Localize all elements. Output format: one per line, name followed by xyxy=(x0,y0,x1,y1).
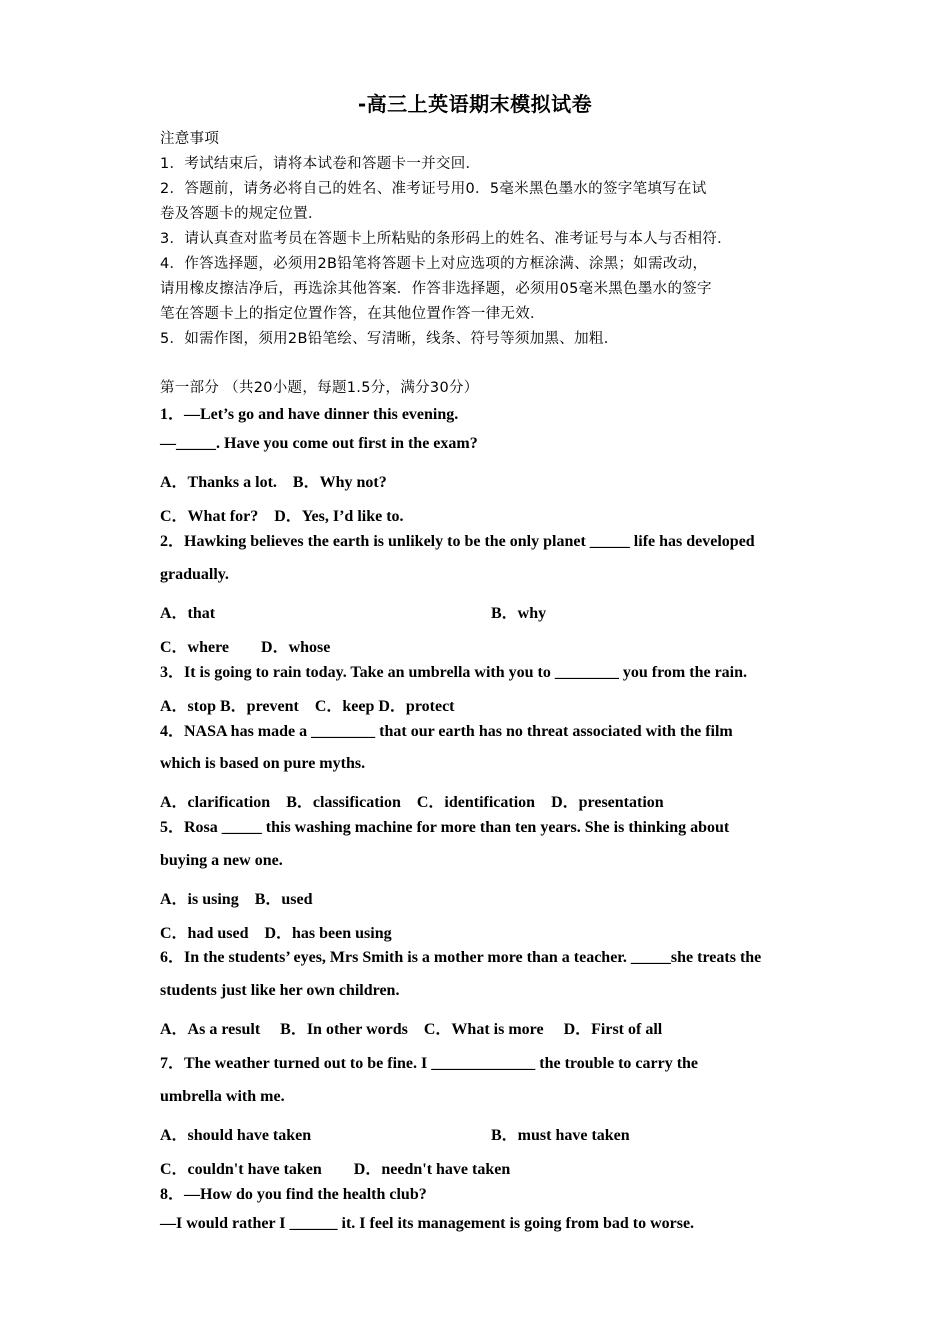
question-1-options-cd: C．What for? D．Yes, I’d like to. xyxy=(160,508,404,525)
question-7-option-a: A．should have taken xyxy=(160,1127,312,1144)
notice-item: 5．如需作图，须用2B铅笔绘、写清晰，线条、符号等须加黑、加粗． xyxy=(160,331,619,347)
notice-item: 3．请认真查对监考员在答题卡上所粘贴的条形码上的姓名、准考证号与本人与否相符． xyxy=(160,231,732,247)
question-5-options-ab: A．is using B．used xyxy=(160,891,313,908)
page-title: -高三上英语期末模拟试卷 xyxy=(357,92,593,116)
question-7-option-b: B．must have taken xyxy=(491,1127,630,1144)
question-4-stem: 4．NASA has made a ________ that our earth has no threat associated with the film xyxy=(160,723,733,740)
notice-item: 卷及答题卡的规定位置． xyxy=(160,206,323,222)
notice-item: 请用橡皮擦洁净后，再选涂其他答案．作答非选择题，必须用05毫米黑色墨水的签字 xyxy=(160,281,712,297)
question-6-stem: 6．In the students’ eyes, Mrs Smith is a mother more than a teacher. _____she treats the xyxy=(160,949,762,966)
question-5-stem: 5．Rosa _____ this washing machine for more than ten years. She is thinking about xyxy=(160,819,730,836)
question-6-options: A．As a result B．In other words C．What is more D．First of all xyxy=(160,1021,663,1038)
question-5-options-cd: C．had used D．has been using xyxy=(160,925,392,942)
question-6-stem-cont: students just like her own children. xyxy=(160,982,400,999)
question-4-stem-cont: which is based on pure myths. xyxy=(160,755,366,772)
question-1-stem-cont: —_____. Have you come out first in the exam? xyxy=(160,435,478,452)
question-5-stem-cont: buying a new one. xyxy=(160,852,283,869)
question-4-options: A．clarification B．classification C．identification D．presentation xyxy=(160,794,664,811)
question-7-options-cd: C．couldn't have taken D．needn't have taken xyxy=(160,1161,511,1178)
question-2-options-cd: C．where D．whose xyxy=(160,639,331,656)
question-3-options: A．stop B．prevent C．keep D．protect xyxy=(160,698,455,715)
question-3-stem: 3．It is going to rain today. Take an umbrella with you to ________ you from the rain. xyxy=(160,664,748,681)
section-heading: 第一部分 （共20小题，每题1.5分，满分30分） xyxy=(160,380,479,396)
question-2-option-b: B．why xyxy=(491,605,547,622)
notice-item: 4．作答选择题，必须用2B铅笔将答题卡上对应选项的方框涂满、涂黑；如需改动， xyxy=(160,256,708,272)
notice-item: 笔在答题卡上的指定位置作答，在其他位置作答一律无效． xyxy=(160,306,545,322)
notice-item: 1．考试结束后，请将本试卷和答题卡一并交回． xyxy=(160,156,481,172)
question-1-options-ab: A．Thanks a lot. B．Why not? xyxy=(160,474,387,491)
question-8-stem-cont: —I would rather I ______ it. I feel its management is going from bad to worse. xyxy=(160,1215,695,1232)
question-2-stem: 2．Hawking believes the earth is unlikely to be the only planet _____ life has developed xyxy=(160,533,755,550)
question-7-stem: 7．The weather turned out to be fine. I _____________ the trouble to carry the xyxy=(160,1055,699,1072)
question-2-stem-cont: gradually. xyxy=(160,566,229,583)
question-8-stem: 8．—How do you find the health club? xyxy=(160,1186,427,1203)
notice-item: 2．答题前，请务必将自己的姓名、准考证号用0．5毫米黑色墨水的签字笔填写在试 xyxy=(160,181,707,197)
question-1-stem: 1．—Let’s go and have dinner this evening. xyxy=(160,406,459,423)
question-2-option-a: A．that xyxy=(160,605,216,622)
question-7-stem-cont: umbrella with me. xyxy=(160,1088,285,1105)
notice-heading: 注意事项 xyxy=(160,131,220,147)
